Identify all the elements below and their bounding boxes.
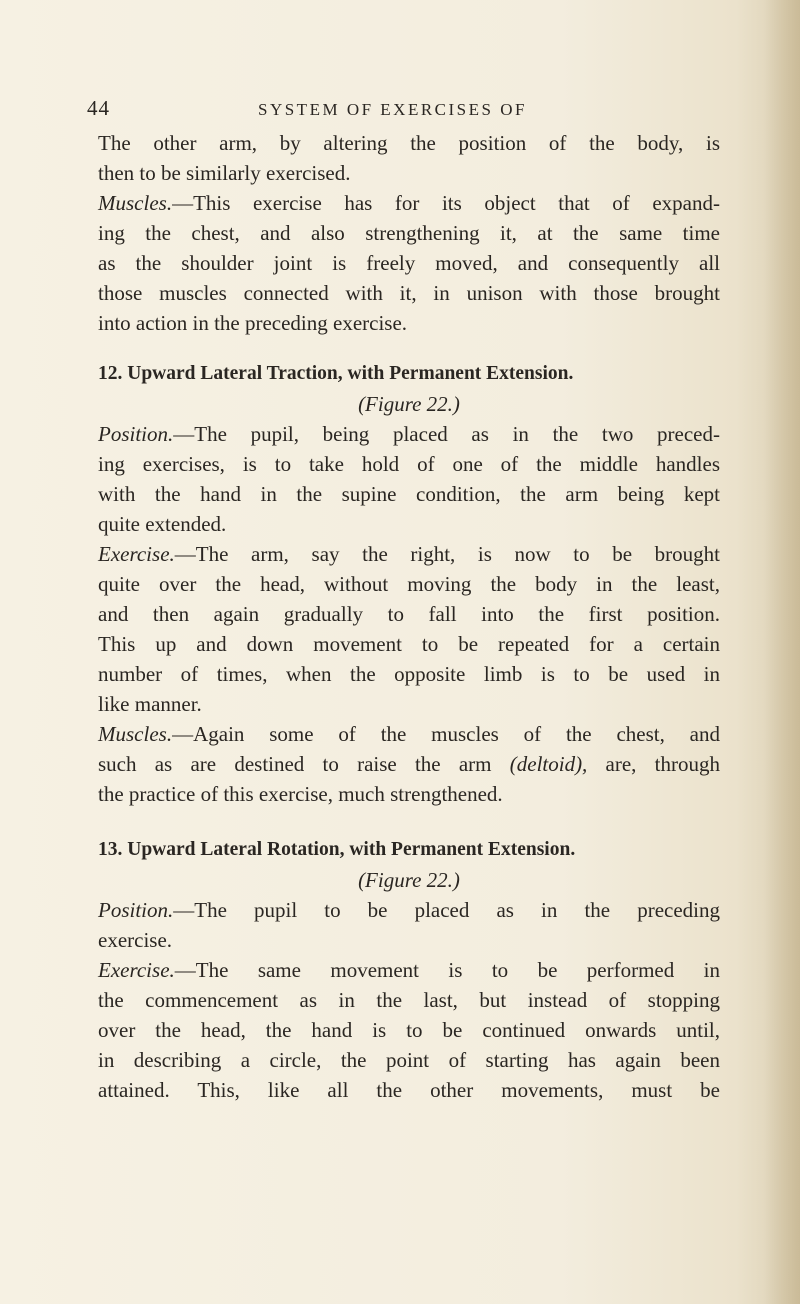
text-line: the practice of this exercise, much strengthened. xyxy=(98,782,503,806)
page-edge-shadow xyxy=(764,0,800,1304)
text-line xyxy=(98,419,720,449)
exercise-label: Exercise. xyxy=(98,958,175,982)
muscles-label: Muscles. xyxy=(98,191,173,215)
text-span: are, through xyxy=(587,752,720,776)
text-line: over the head, the hand is to be continued onwards until, xyxy=(98,1018,720,1042)
text-line xyxy=(98,539,720,569)
position-label: Position. xyxy=(98,898,174,922)
text-span: —Again some of the muscles of the chest, and xyxy=(172,722,720,746)
text-line: This up and down movement to be repeated for a certain xyxy=(98,632,720,656)
section-heading-12: 12. Upward Lateral Traction, with Permanent Extension. xyxy=(98,363,574,384)
text-span: —This exercise has for its object that of expand- xyxy=(172,191,720,215)
running-head: SYSTEM OF EXERCISES OF xyxy=(258,100,527,119)
text-line xyxy=(98,955,720,985)
text-line: then to be similarly exercised. xyxy=(98,161,351,185)
exercise-label: Exercise. xyxy=(98,542,175,566)
text-line: number of times, when the opposite limb is to be used in xyxy=(98,662,720,686)
text-line: as the shoulder joint is freely moved, and consequently all xyxy=(98,251,720,275)
figure-reference: (Figure 22.) xyxy=(358,392,460,416)
text-line: the commencement as in the last, but instead of stopping xyxy=(98,988,720,1012)
text-line: and then again gradually to fall into the first position. xyxy=(98,602,720,626)
deltoid-term: (deltoid), xyxy=(509,752,588,776)
section-heading-13: 13. Upward Lateral Rotation, with Permanent Extension. xyxy=(98,839,576,860)
text-line xyxy=(98,188,720,218)
figure-reference: (Figure 22.) xyxy=(358,868,460,892)
text-line: ing the chest, and also strengthening it, at the same time xyxy=(98,221,720,245)
text-line: into action in the preceding exercise. xyxy=(98,311,408,335)
text-line: The other arm, by altering the position of the body, is xyxy=(98,131,720,155)
text-line xyxy=(98,719,720,749)
text-line: like manner. xyxy=(98,692,202,716)
text-line: those muscles connected with it, in unison with those brought xyxy=(98,281,720,305)
text-line: in describing a circle, the point of starting has again been xyxy=(98,1048,720,1072)
body-text xyxy=(98,128,720,1105)
text-line: quite over the head, without moving the body in the least, xyxy=(98,572,720,596)
text-line xyxy=(98,749,720,779)
text-line: attained. This, like all the other movements, must be xyxy=(98,1078,720,1102)
text-line: with the hand in the supine condition, the arm being kept xyxy=(98,482,720,506)
position-label: Position. xyxy=(98,422,174,446)
text-line: exercise. xyxy=(98,928,173,952)
text-span: —The pupil to be placed as in the preceding xyxy=(173,898,720,922)
text-line: quite extended. xyxy=(98,512,227,536)
text-line: ing exercises, is to take hold of one of the middle handles xyxy=(98,452,720,476)
page-number: 44 xyxy=(87,96,110,120)
text-span: —The pupil, being placed as in the two preced- xyxy=(173,422,720,446)
text-span: —The same movement is to be performed in xyxy=(174,958,720,982)
text-span: such as are destined to raise the arm xyxy=(98,752,510,776)
text-line xyxy=(98,895,720,925)
text-span: —The arm, say the right, is now to be brought xyxy=(174,542,720,566)
muscles-label: Muscles. xyxy=(98,722,173,746)
